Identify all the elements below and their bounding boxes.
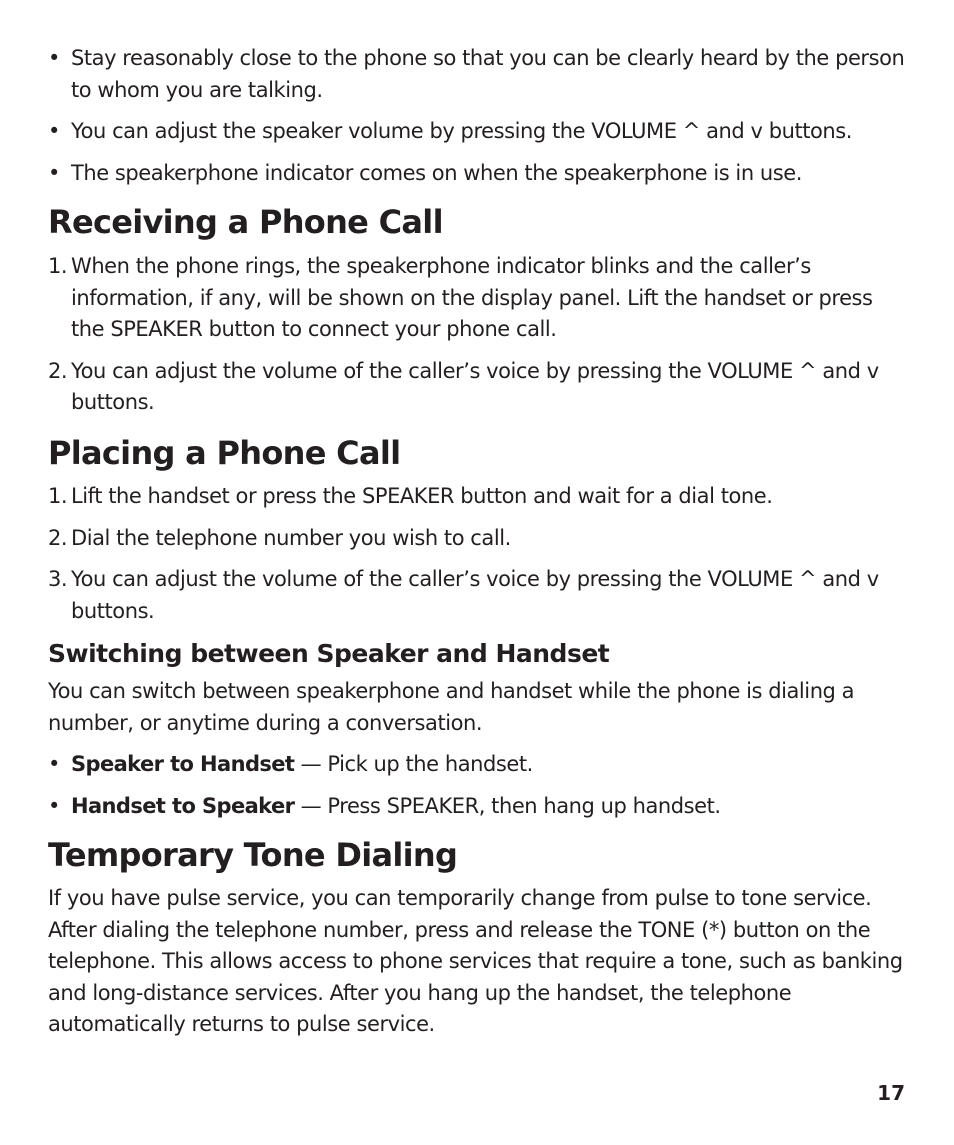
item-term: Handset to Speaker xyxy=(71,793,295,818)
step-number: 1. xyxy=(48,254,68,278)
list-item xyxy=(48,523,908,555)
intro-bullet-list xyxy=(48,43,908,189)
list-item xyxy=(48,564,908,627)
subsection-title-switching: Switching between Speaker and Handset xyxy=(48,639,610,668)
bullet-icon: • xyxy=(48,46,60,70)
receiving-steps xyxy=(48,251,908,419)
list-item xyxy=(48,158,908,190)
step-text: Lift the handset or press the SPEAKER button and wait for a dial tone. xyxy=(71,484,773,508)
section-title-receiving: Receiving a Phone Call xyxy=(48,203,443,241)
bullet-icon: • xyxy=(48,752,60,776)
step-text: When the phone rings, the speakerphone indicator blinks and the caller’s information, if any, will be shown on the display panel. Lift the handset or press the SPEAKER button to connect your phone call. xyxy=(71,254,873,341)
step-text: Dial the telephone number you wish to call. xyxy=(71,525,511,550)
step-text: You can adjust the volume of the caller’s voice by pressing the VOLUME ^ and v buttons. xyxy=(71,358,879,414)
list-item xyxy=(48,251,908,346)
placing-steps xyxy=(48,481,908,627)
list-item xyxy=(48,749,908,781)
bullet-icon: • xyxy=(48,793,60,818)
item-term: Speaker to Handset xyxy=(71,752,295,776)
list-item xyxy=(48,43,908,106)
step-number: 2. xyxy=(48,358,68,383)
switching-intro: You can switch between speakerphone and handset while the phone is dialing a number, or anytime during a conversation. xyxy=(48,679,855,735)
bullet-text: Stay reasonably close to the phone so that you can be clearly heard by the person to whom you are talking. xyxy=(71,46,905,102)
item-text: — Press SPEAKER, then hang up handset. xyxy=(294,793,721,818)
step-text: You can adjust the volume of the caller’s voice by pressing the VOLUME ^ and v buttons. xyxy=(71,567,879,623)
step-number: 2. xyxy=(48,525,68,550)
switching-list xyxy=(48,749,908,822)
section-title-placing: Placing a Phone Call xyxy=(48,434,401,472)
step-number: 3. xyxy=(48,567,68,591)
bullet-text: You can adjust the speaker volume by pressing the VOLUME ^ and v buttons. xyxy=(71,119,853,143)
step-number: 1. xyxy=(48,484,68,508)
bullet-icon: • xyxy=(48,119,60,143)
bullet-text: The speakerphone indicator comes on when the speakerphone is in use. xyxy=(71,160,802,185)
section-title-tone: Temporary Tone Dialing xyxy=(48,836,458,874)
list-item xyxy=(48,356,908,419)
list-item xyxy=(48,481,908,513)
bullet-icon: • xyxy=(48,160,60,185)
item-text: — Pick up the handset. xyxy=(294,752,533,776)
list-item xyxy=(48,116,908,148)
tone-body: If you have pulse service, you can temporarily change from pulse to tone service. After dialing the telephone number, press and release the TONE (*) button on the telephone. This allows access to phone services that require a tone, such as banking and long-distance services. After you hang up the handset, the telephone automatically returns to pulse service. xyxy=(48,886,903,1036)
page-number: 17 xyxy=(877,1081,905,1105)
list-item xyxy=(48,791,908,823)
